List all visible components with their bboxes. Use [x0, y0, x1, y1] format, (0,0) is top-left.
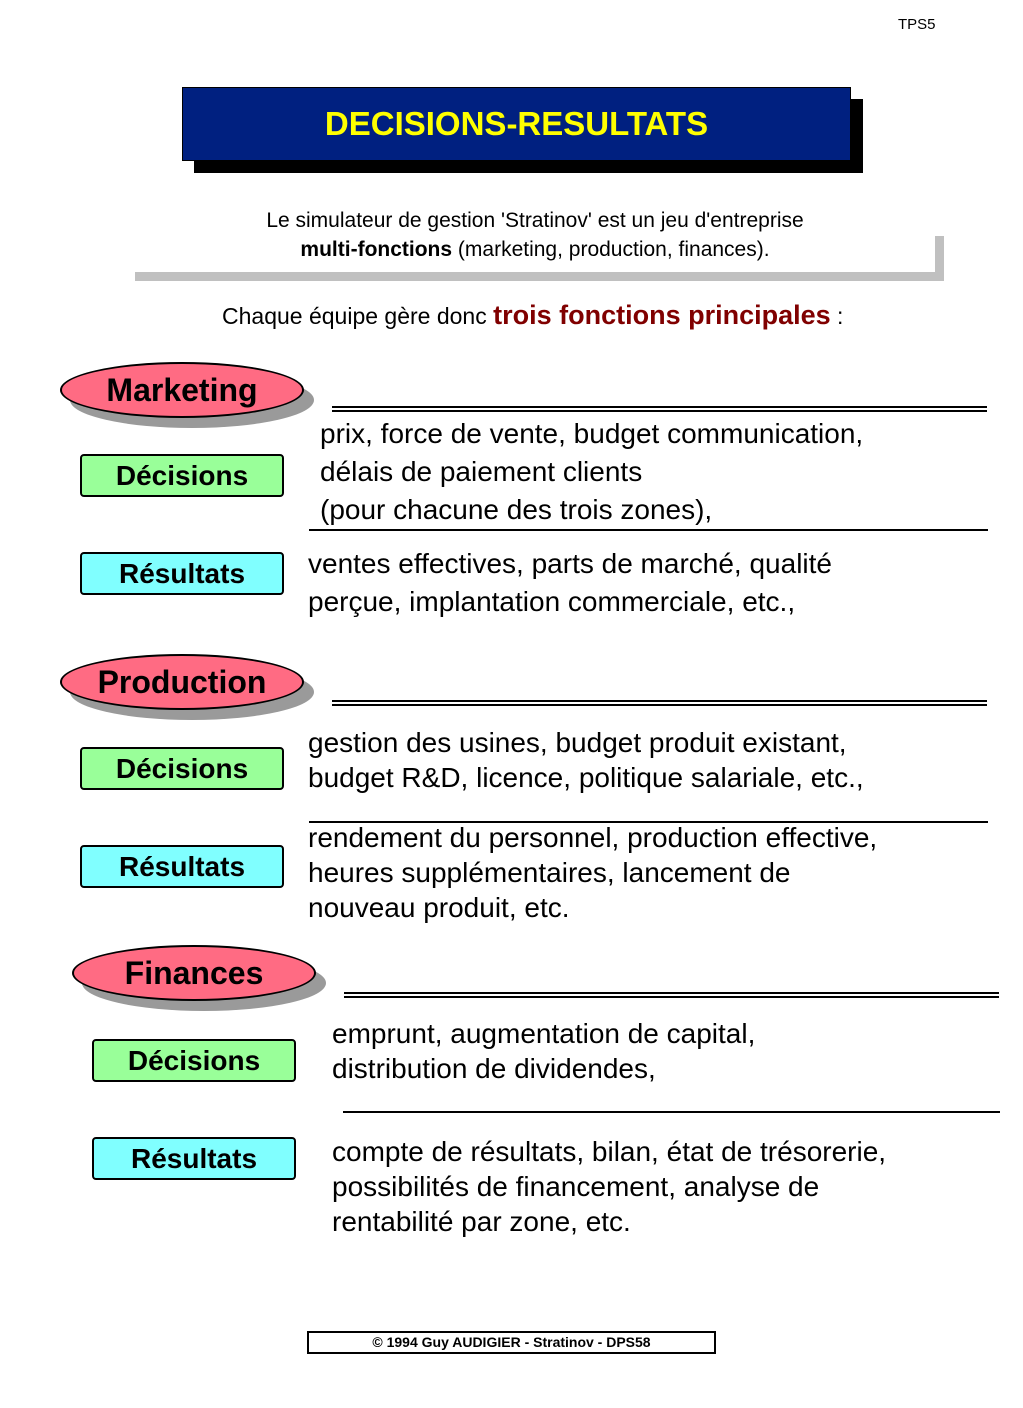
lead-highlight: trois fonctions principales — [493, 300, 831, 330]
marketing-decisions — [320, 415, 1000, 529]
finances-results — [332, 1134, 1012, 1239]
copyright-footer: © 1994 Guy AUDIGIER - Stratinov - DPS58 — [307, 1331, 716, 1354]
text-line: possibilités de financement, analyse de — [332, 1171, 820, 1202]
text-line: heures supplémentaires, lancement de — [308, 857, 791, 888]
section-oval-finances: Finances — [72, 945, 316, 1001]
intro-line-2 — [135, 235, 935, 264]
text-line: rendement du personnel, production effective, — [308, 822, 878, 853]
text-line: distribution de dividendes, — [332, 1053, 656, 1084]
section-oval-production: Production — [60, 654, 304, 710]
text-line: perçue, implantation commerciale, etc., — [308, 586, 796, 617]
text-line: délais de paiement clients — [320, 456, 643, 487]
text-line: gestion des usines, budget produit existant, — [308, 727, 847, 758]
section-double-rule — [344, 992, 999, 998]
production-decisions — [308, 725, 1008, 795]
decisions-tag: Décisions — [80, 454, 284, 497]
text-line: nouveau produit, etc. — [308, 892, 570, 923]
text-line: emprunt, augmentation de capital, — [332, 1018, 756, 1049]
lead-suffix: : — [830, 303, 844, 329]
separator-line — [309, 529, 988, 531]
decisions-tag: Décisions — [80, 747, 284, 790]
section-double-rule — [332, 406, 987, 412]
intro-line-1: Le simulateur de gestion 'Stratinov' est un jeu d'entreprise — [266, 209, 804, 232]
production-results — [308, 820, 1008, 925]
text-line: rentabilité par zone, etc. — [332, 1206, 631, 1237]
results-tag: Résultats — [92, 1137, 296, 1180]
text-line: compte de résultats, bilan, état de trésorerie, — [332, 1136, 887, 1167]
text-line: budget R&D, licence, politique salariale, etc., — [308, 762, 864, 793]
marketing-results — [308, 545, 1008, 621]
text-line: prix, force de vente, budget communication, — [320, 418, 864, 449]
page-code: TPS5 — [898, 16, 936, 33]
intro-bold: multi-fonctions — [300, 238, 453, 261]
results-tag: Résultats — [80, 845, 284, 888]
intro-rest: (marketing, production, finances). — [452, 238, 770, 261]
text-line: ventes effectives, parts de marché, qualité — [308, 548, 832, 579]
separator-line — [343, 1111, 1000, 1113]
intro-text — [135, 206, 935, 272]
page-title: DECISIONS-RESULTATS — [182, 87, 851, 161]
section-oval-marketing: Marketing — [60, 362, 304, 418]
text-line: (pour chacune des trois zones), — [320, 494, 713, 525]
finances-decisions — [332, 1016, 1012, 1086]
lead-sentence — [222, 300, 843, 331]
decisions-tag: Décisions — [92, 1039, 296, 1082]
results-tag: Résultats — [80, 552, 284, 595]
section-double-rule — [332, 700, 987, 706]
lead-text: Chaque équipe gère donc — [222, 303, 494, 329]
